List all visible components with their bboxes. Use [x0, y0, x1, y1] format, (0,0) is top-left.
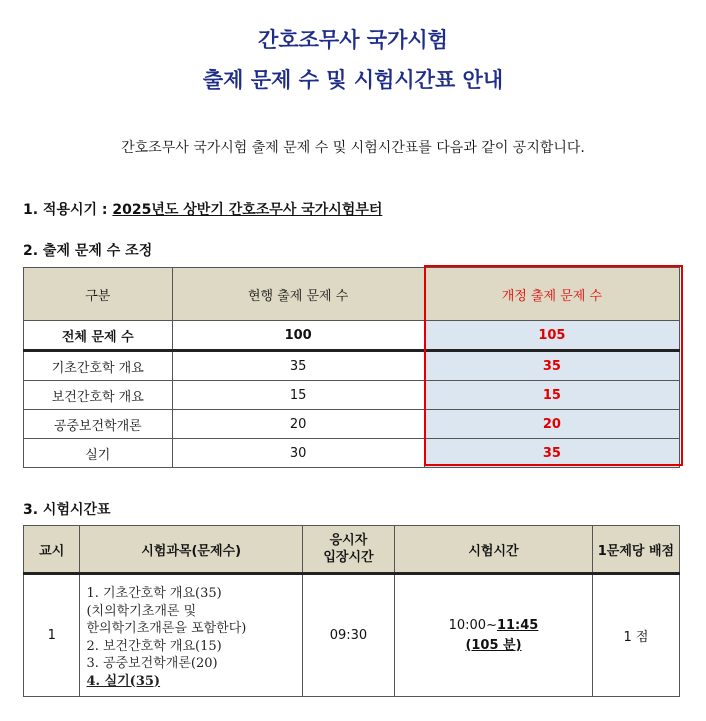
subject-line: 3. 공중보건학개론(20) [86, 656, 218, 671]
subject-line: 2. 보건간호학 개요(15) [86, 638, 222, 654]
section1-label: 1. 적용시기 : [23, 202, 113, 218]
header-subjects: 시험과목(문제수) [80, 526, 302, 574]
entry-time-cell: 09:30 [302, 574, 394, 697]
time-start: 10:00~ [448, 617, 497, 633]
row-revised: 35 [424, 351, 679, 381]
subject-line: (치의학기초개론 및 [86, 603, 197, 619]
header-entry [302, 526, 394, 574]
header-exam-time: 시험시간 [395, 526, 593, 574]
section3-heading: 3. 시험시간표 [23, 502, 111, 518]
page-title-line2: 출제 문제 수 및 시험시간표 안내 [202, 68, 504, 92]
header-score: 1문제당 배점 [592, 526, 679, 574]
table-row [24, 351, 680, 381]
exam-schedule-table [23, 525, 680, 697]
subject-line: 1. 기초간호학 개요(35) [86, 586, 222, 601]
row-name: 기초간호학 개요 [24, 351, 173, 381]
table-row-total [24, 321, 680, 351]
row-current: 20 [172, 410, 424, 439]
header-entry-line2: 입장시간 [323, 550, 374, 565]
intro-text: 간호조무사 국가시험 출제 문제 수 및 시험시간표를 다음과 같이 공지합니다. [121, 140, 585, 156]
subject-line-practical: 4. 실기(35) [86, 673, 161, 689]
question-count-table [23, 267, 680, 468]
table-header-row [24, 268, 680, 321]
table-row [24, 439, 680, 468]
row-current: 30 [172, 439, 424, 468]
exam-time-cell [395, 574, 593, 697]
header-period: 교시 [24, 526, 80, 574]
subjects-cell [80, 574, 302, 697]
section1-heading [23, 199, 382, 219]
schedule-header-row [24, 526, 680, 574]
section1-value: 2025년도 상반기 간호조무사 국가시험부터 [112, 202, 383, 218]
row-name: 공중보건학개론 [24, 410, 173, 439]
row-current: 100 [172, 321, 424, 351]
exam-duration: (105 분) [465, 637, 522, 653]
time-end: 11:45 [496, 617, 539, 633]
period-cell: 1 [24, 574, 80, 697]
score-cell: 1 점 [592, 574, 679, 697]
table-row [24, 381, 680, 410]
exam-time-range [395, 616, 592, 636]
row-name: 실기 [24, 439, 173, 468]
header-revised: 개정 출제 문제 수 [424, 268, 679, 321]
subject-line: 한의학기초개론을 포함한다) [86, 621, 247, 636]
row-name: 전체 문제 수 [24, 321, 173, 351]
header-entry-line1: 응시자 [329, 533, 368, 548]
row-revised: 20 [424, 410, 679, 439]
table-row [24, 410, 680, 439]
header-category: 구분 [24, 268, 173, 321]
row-current: 15 [172, 381, 424, 410]
row-current: 35 [172, 351, 424, 381]
schedule-row [24, 574, 680, 697]
row-name: 보건간호학 개요 [24, 381, 173, 410]
section2-heading: 2. 출제 문제 수 조정 [23, 243, 153, 259]
header-current: 현행 출제 문제 수 [172, 268, 424, 321]
page-title-line1: 간호조무사 국가시험 [258, 28, 448, 52]
row-revised: 105 [424, 321, 679, 351]
row-revised: 35 [424, 439, 679, 468]
row-revised: 15 [424, 381, 679, 410]
